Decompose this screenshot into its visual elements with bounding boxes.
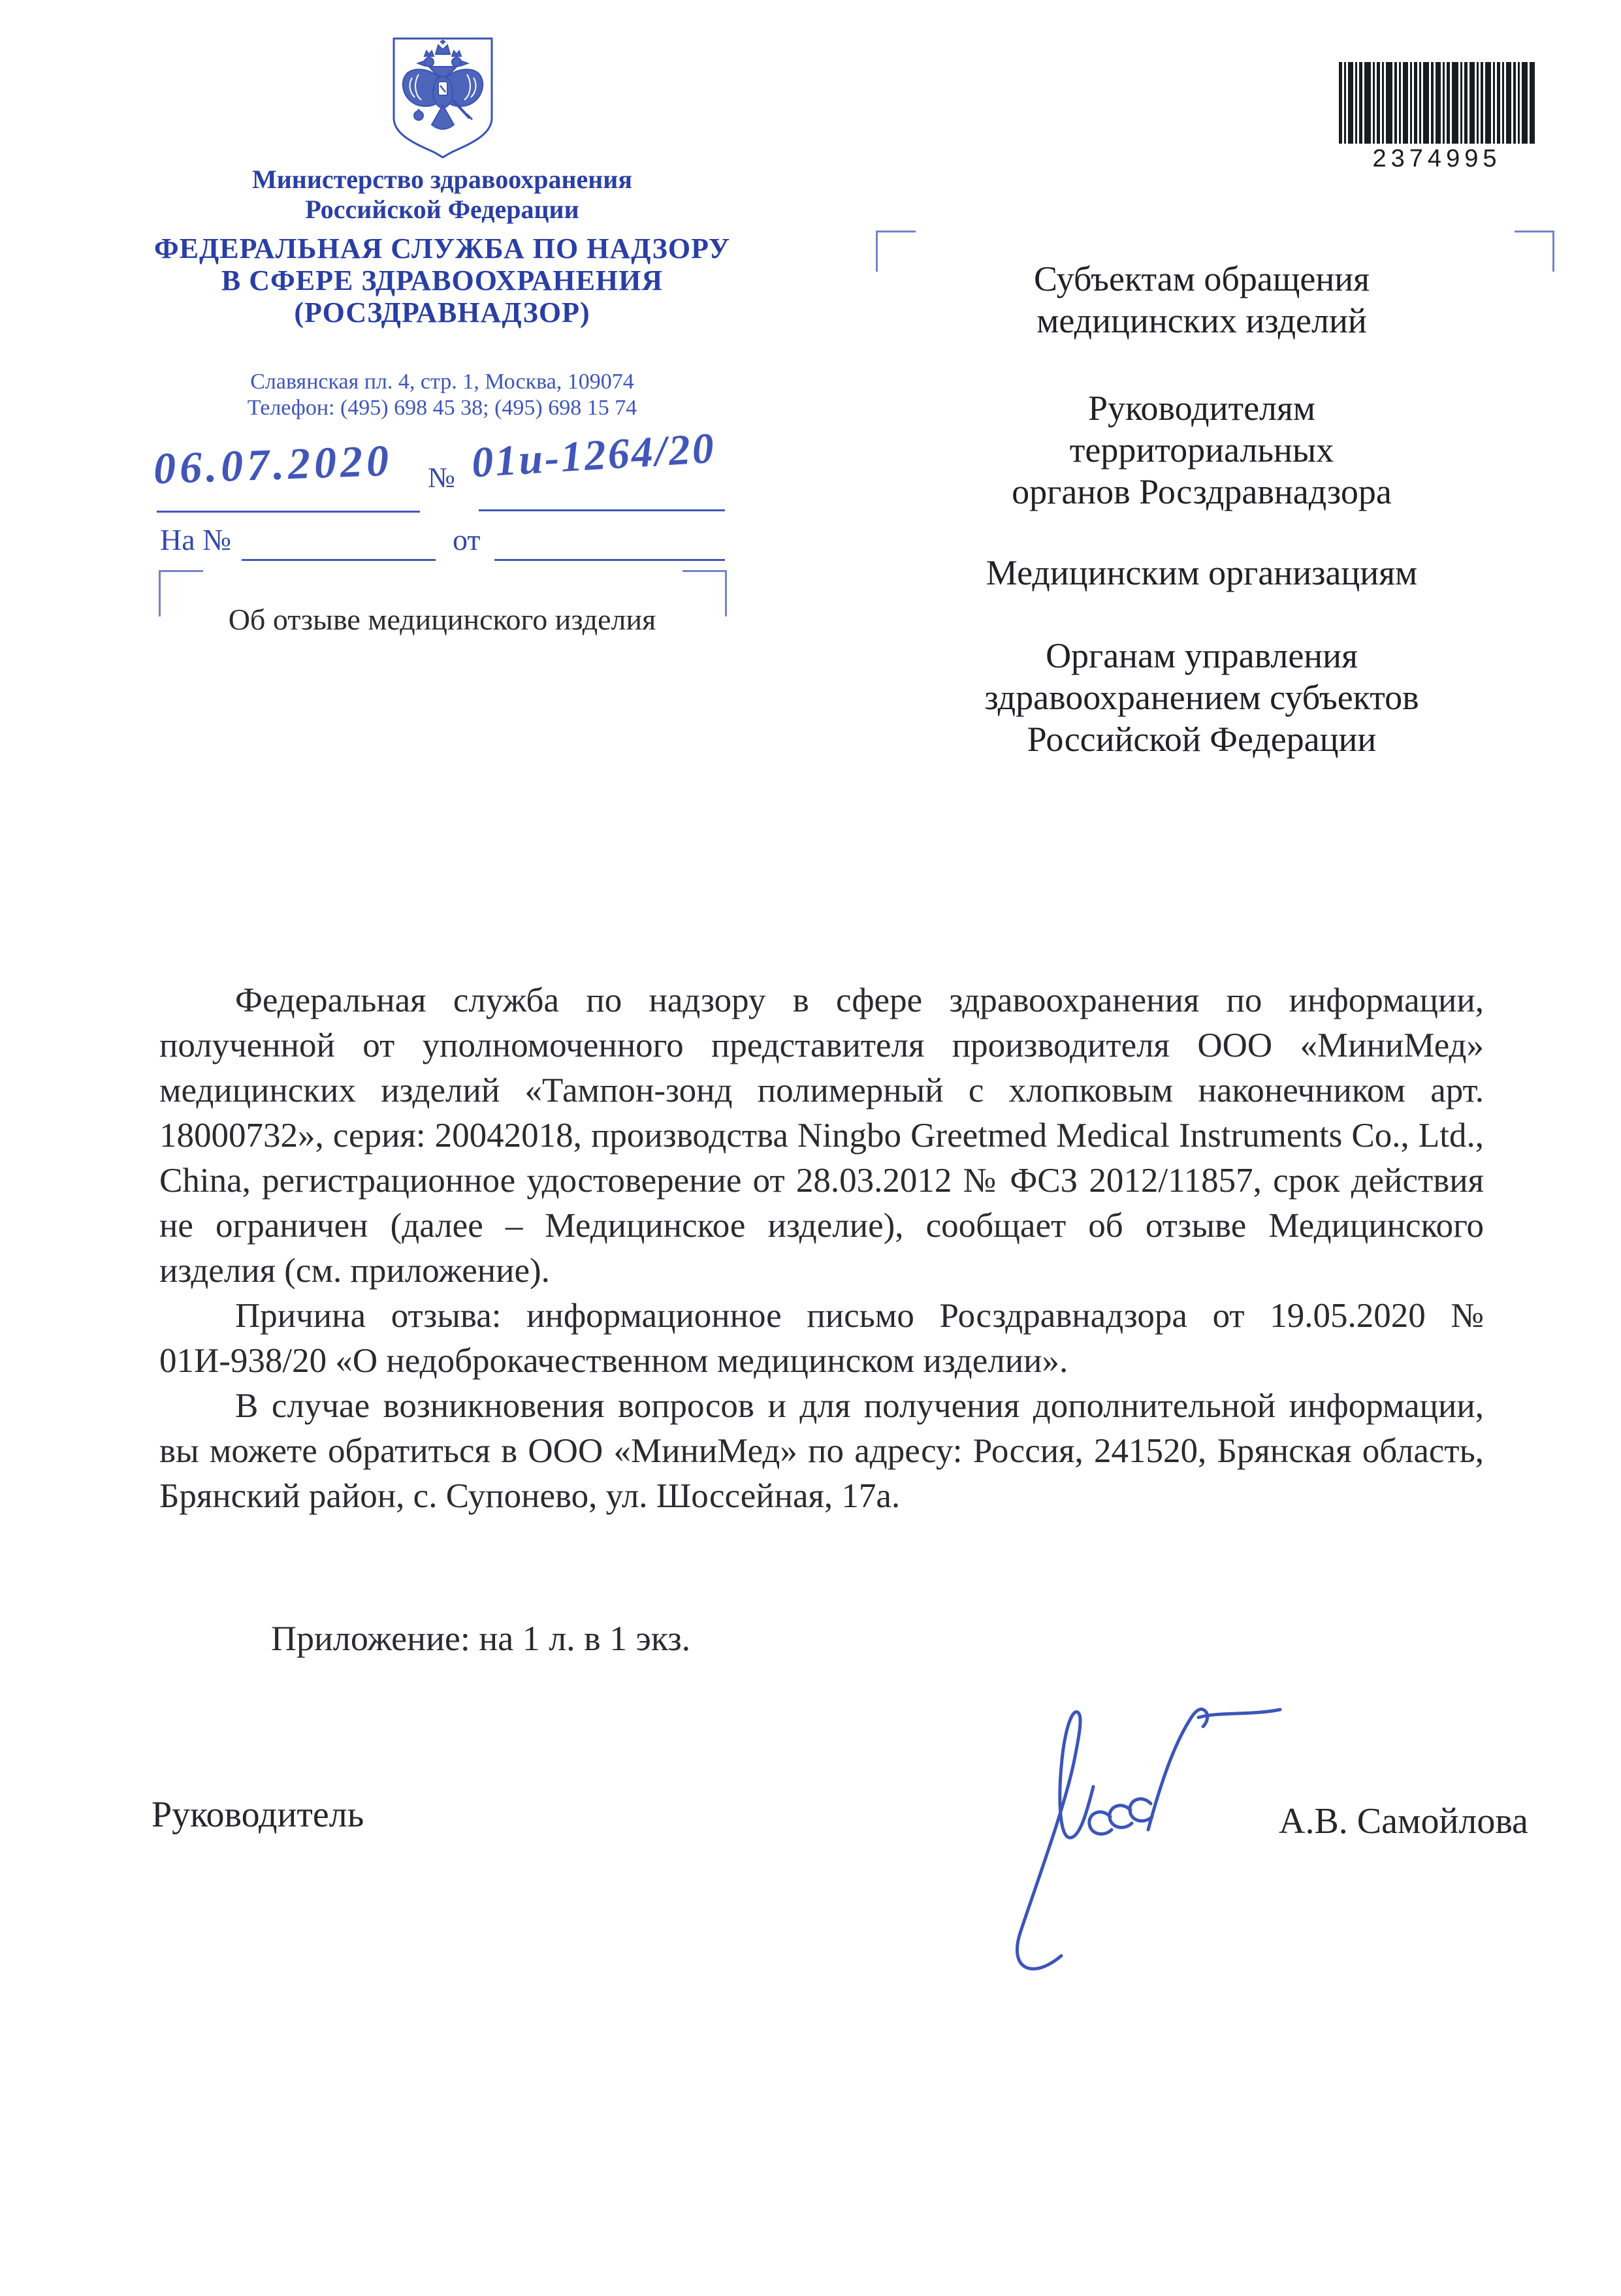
coat-of-arms-emblem	[389, 35, 497, 159]
ministry-line-1: Министерство здравоохранения	[252, 165, 632, 194]
recipient-group	[908, 635, 1496, 760]
barcode-bars	[1339, 62, 1535, 144]
recipient-line: Органам управления	[1046, 636, 1358, 675]
letterhead-address: Славянская пл. 4, стр. 1, Москва, 109074	[250, 370, 634, 394]
subject-line: Об отзыве медицинского изделия	[228, 603, 656, 636]
recipient-line: медицинских изделий	[1036, 301, 1367, 340]
body-paragraph: В случае возникновения вопросов и для получения дополнительной информации, вы можете обратиться в ООО «МиниМед» по адресу: Россия, 241520, Брянская область, Брянский район, с. Супонево, ул. Шоссейная, 17а.	[159, 1387, 1484, 1515]
body-paragraph: Федеральная служба по надзору в сфере здравоохранения по информации, полученной от уполномоченного представителя производителя ООО «МиниМед» медицинских изделий «Тампон-зонд полимерный с хлопковым наконечником арт. 18000732», серия: 20042018, производства Ningbo Greetmed Medical Instruments Co., Ltd., China, регистрационное удостоверение от 28.03.2012 № ФСЗ 2012/11857, срок действия не ограничен (далее – Медицинское изделие), сообщает об отзыве Медицинского изделия (см. приложение).	[159, 981, 1484, 1290]
recipient-group	[908, 387, 1496, 513]
recipient-line: Российской Федерации	[1027, 720, 1377, 759]
recipients-block	[908, 258, 1496, 760]
recipient-line: Субъектам обращения	[1033, 259, 1370, 298]
recipient-line: Руководителям	[1088, 389, 1315, 428]
handwritten-number: 01и-1264/20	[470, 424, 717, 487]
barcode	[1339, 62, 1535, 173]
recipient-line: органов Росздравнадзора	[1012, 472, 1392, 511]
signature-icon	[976, 1682, 1290, 1982]
number-sign-label: №	[428, 462, 455, 494]
recipient-line: Медицинским организациям	[986, 553, 1418, 592]
barcode-number: 2374995	[1372, 145, 1501, 172]
recipient-group	[908, 552, 1496, 594]
recipients-bracket-right-icon	[1515, 231, 1554, 272]
signoff-name: А.В. Самойлова	[1279, 1801, 1528, 1842]
service-line-2: В СФЕРЕ ЗДРАВООХРАНЕНИЯ	[221, 264, 664, 296]
recipient-line: здравоохранением субъектов	[984, 678, 1419, 717]
service-line-3: (РОСЗДРАВНАДЗОР)	[294, 296, 590, 328]
recipient-line: территориальных	[1069, 430, 1334, 470]
signoff-title: Руководитель	[152, 1794, 364, 1835]
date-underline	[157, 511, 420, 513]
letterhead	[148, 165, 736, 421]
service-line-1: ФЕДЕРАЛЬНАЯ СЛУЖБА ПО НАДЗОРУ	[153, 232, 731, 264]
ministry-line-2: Российской Федерации	[305, 195, 579, 224]
reply-date-blank	[494, 559, 725, 561]
body-paragraph: Причина отзыва: информационное письмо Росздравнадзора от 19.05.2020 № 01И-938/20 «О недоброкачественном медицинском изделии».	[159, 1297, 1484, 1380]
number-underline	[479, 509, 725, 511]
letter-body	[159, 978, 1484, 1519]
attachment-note: Приложение: на 1 л. в 1 экз.	[271, 1619, 691, 1658]
reply-number-blank	[242, 559, 436, 561]
recipient-group	[908, 258, 1496, 342]
reply-number-label: На №	[160, 523, 232, 556]
reply-from-label: от	[453, 523, 481, 556]
letterhead-phone: Телефон: (495) 698 45 38; (495) 698 15 74	[247, 396, 637, 420]
handwritten-date: 06.07.2020	[152, 435, 394, 494]
